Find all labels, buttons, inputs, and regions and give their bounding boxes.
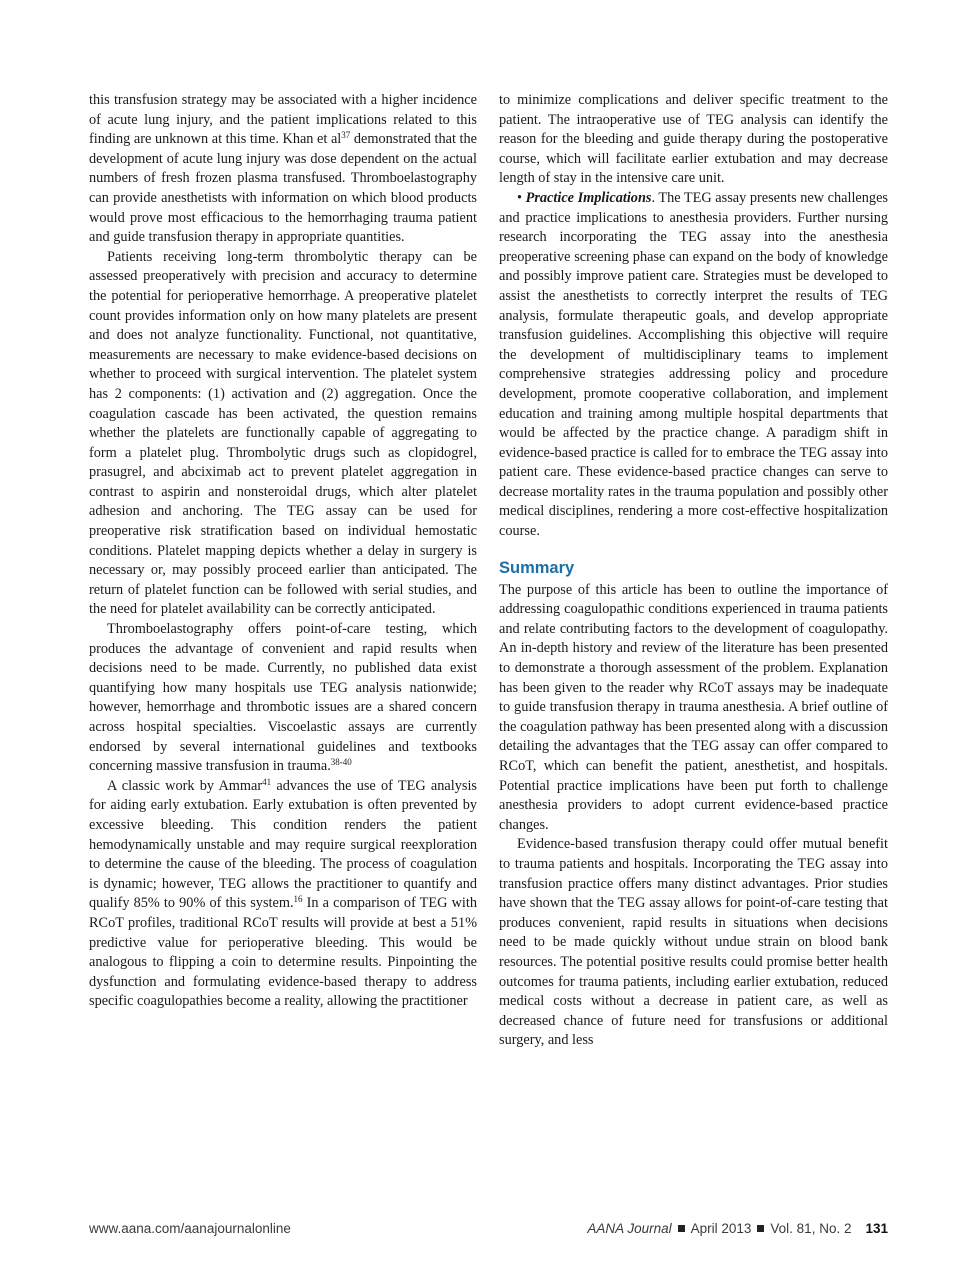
citation: 16 — [293, 894, 303, 905]
journal-url-link[interactable]: www.aana.com/aanajournalonline — [89, 1221, 291, 1236]
paragraph: • Practice Implications. The TEG assay presents new challenges and practice implications to anesthesia providers. Further nursing research incorporating the TEG assay into the anesthesia preoperative screening phase can expand on the body of knowledge and possibly improve patient care. Strategies must be developed to assist the anesthetists to correctly interpret the results of TEG analysis, formulate therapeutic goals, and develop appropriate transfusion guidelines. Accomplishing this objective will require the development of multidisciplinary teams to implement comprehensive strategies addressing policy and procedure development, promote cooperative collaboration, and implement education and training among multiple hospital departments that would be affected by the practice change. A paradigm shift in evidence-based practice is called for to embrace the TEG assay into patient care. These evidence-based practice changes can serve to decrease mortality rates in the trauma population and possibly other medical disciplines, rendering a more cost-effective hospitalization course. — [499, 189, 888, 540]
paragraph: The purpose of this article has been to outline the importance of addressing coagulopathic conditions experienced in trauma patients and relate contributing factors to the development of coagulopathy. An in-depth history and review of the literature has been presented to demonstrate a thorough assessment of the problem. Explanation has been given to the reader why RCoT assays may be inadequate to guide transfusion therapy in trauma anesthesia. A brief outline of the coagulation pathway has been presented along with a discussion detailing the advantages that the TEG assay can offer compared to RCoT, which can benefit the patient, anesthetist, and hospitals. Potential practice implications have been put forth to challenge anesthesia providers to adopt current evidence-based practice changes. — [499, 581, 888, 833]
right-column — [499, 91, 888, 1051]
citation: 38-40 — [330, 757, 352, 768]
page-number: 131 — [865, 1221, 888, 1236]
citation: 37 — [341, 130, 351, 141]
paragraph: Evidence-based transfusion therapy could offer mutual benefit to trauma patients and hospitals. Incorporating the TEG assay into transfusion practice offers many distinct advantages. Prior studies have shown that the TEG assay allows for point-of-care testing that produces convenient, rapid results in situations when decisions need to be made quickly without undue strain on blood bank resources. The potential positive results could promise better health outcomes for trauma patients, including earlier extubation, reduced medical costs without a decrease in patient care, as well as decreased chance of future need for transfusions or additional surgery, and less — [499, 836, 888, 1049]
left-column — [89, 91, 477, 1012]
page-footer — [89, 1221, 888, 1241]
paragraph: to minimize complications and deliver specific treatment to the patient. The intraoperative use of TEG analysis can identify the reason for the bleeding and guide therapy during the postoperative course, which will facilitate earlier extubation and may decrease length of stay in the intensive care unit. — [499, 92, 888, 187]
citation: 41 — [262, 776, 272, 787]
paragraph: Thromboelastography offers point-of-care testing, which produces the advantage of convenient and rapid results when decisions need to be made. Currently, no published data exist quantifying how many hospitals use TEG analysis nationwide; however, hemorrhage and thrombotic issues are a shared concern across hospital specialties. Viscoelastic assays are currently endorsed by several international guidelines and textbooks concerning massive transfusion in trauma.$^{38-40}$ — [89, 621, 477, 775]
paragraph: Patients receiving long-term thrombolytic therapy can be assessed preoperatively with precision and accuracy to determine the potential for perioperative hemorrhage. A preoperative platelet count provides information only on how many platelets are present and does not analyze functionality. Functional, not quantitative, measurements are necessary to make evidence-based decisions on whether to proceed with surgical intervention. The platelet system has 2 components: (1) activation and (2) aggregation. Once the coagulation cascade has been activated, the question remains whether the platelets are functionally capable of aggregating to form a platelet plug. Thrombolytic drugs such as clopidogrel, prasugrel, and abciximab act to prevent platelet aggregation in contrast to aspirin and nonsteroidal drugs, which alter platelet adhesion and anchoring. The TEG assay can be used for preoperative risk stratification based on individual hemostatic conditions. Platelet mapping depicts whether a delay in surgery is necessary or, may possibly proceed earlier than anticipated. The return of platelet function can be followed with serial studies, and the need for platelet availability can be correctly anticipated. — [89, 248, 477, 618]
square-separator-icon — [678, 1225, 685, 1232]
issue-date: April 2013 — [690, 1221, 752, 1236]
square-separator-icon — [757, 1225, 764, 1232]
summary-heading: Summary — [499, 558, 575, 577]
paragraph: this transfusion strategy may be associated with a higher incidence of acute lung injury, and the patient implications related to this finding are unknown at this time. Khan et $al^{37}$ demonstrated that the development of acute lung injury was dose dependent on the actual numbers of fresh frozen plasma transfused. Thromboelastography can provide anesthetists with information on which blood products would prove most efficacious to the hemorrhaging trauma patient and guide transfusion therapy in appropriate quantities. — [89, 92, 477, 246]
run-in-heading: Practice Implications — [525, 189, 652, 206]
bullet-icon: • — [517, 189, 523, 206]
volume-number: Vol. 81, No. 2 — [770, 1221, 852, 1236]
journal-name: AANA Journal — [587, 1221, 672, 1236]
journal-info — [587, 1221, 888, 1236]
paragraph: A classic work by Ammar$^{41}$ advances the use of TEG analysis for aiding early extubation. Early extubation is often prevented by excessive bleeding. This condition renders the patient hemodynamically unstable and may require surgical reexploration to determine the cause of the bleeding. The process of coagulation is dynamic; however, TEG allows the practitioner to quantify and qualify 85% to 90% of this system.$^{16}$ In a comparison of TEG with RCoT profiles, traditional RCoT results will provide at best a 51% predictive value for perioperative bleeding. This would be analogous to flipping a coin to determine results. Pinpointing the dysfunction and formulating evidence-based therapy to address specific coagulopathies become a reality, allowing the practitioner — [89, 776, 477, 1010]
